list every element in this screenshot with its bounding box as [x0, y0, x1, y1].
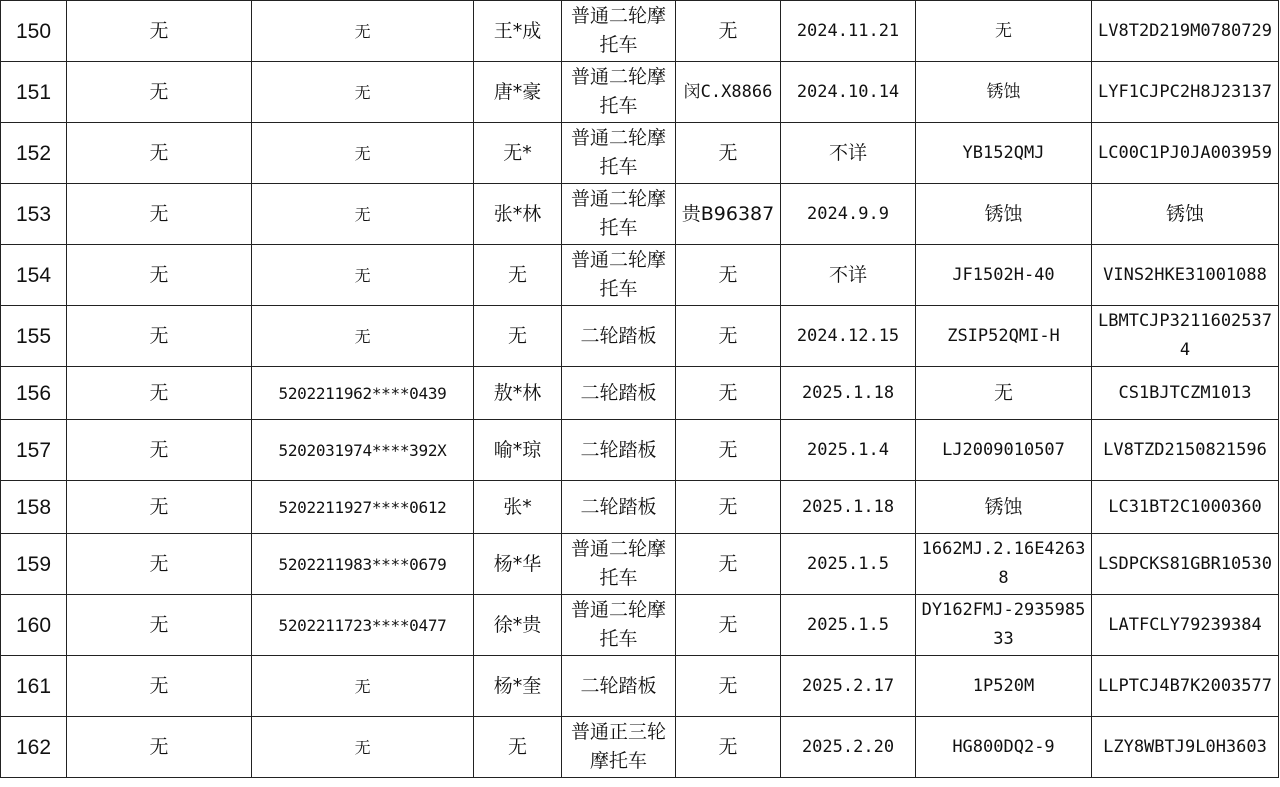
- id-number-cell: 无: [252, 306, 474, 367]
- engine-number-cell: 无: [916, 1, 1092, 62]
- column-2-cell: 无: [67, 595, 252, 656]
- vehicle-type-cell: 普通二轮摩托车: [562, 245, 676, 306]
- engine-number-cell: JF1502H-40: [916, 245, 1092, 306]
- vehicle-type-cell: 普通二轮摩托车: [562, 123, 676, 184]
- column-2-cell: 无: [67, 62, 252, 123]
- vehicle-type-cell: 二轮踏板: [562, 481, 676, 534]
- engine-number-cell: 1P520M: [916, 656, 1092, 717]
- owner-name-cell: 王*成: [474, 1, 562, 62]
- vin-cell: CS1BJTCZM1013: [1092, 367, 1279, 420]
- plate-number-cell: 无: [676, 245, 781, 306]
- id-number-cell: 5202211983****0679: [252, 534, 474, 595]
- vin-cell: LV8T2D219M0780729: [1092, 1, 1279, 62]
- vehicle-type-cell: 普通二轮摩托车: [562, 595, 676, 656]
- vehicle-type-cell: 二轮踏板: [562, 306, 676, 367]
- row-number-cell: 154: [1, 245, 67, 306]
- vehicle-type-cell: 普通二轮摩托车: [562, 184, 676, 245]
- date-cell: 不详: [781, 123, 916, 184]
- date-cell: 2024.9.9: [781, 184, 916, 245]
- id-number-cell: 无: [252, 123, 474, 184]
- engine-number-cell: DY162FMJ-293598533: [916, 595, 1092, 656]
- date-cell: 2025.2.20: [781, 717, 916, 778]
- vin-cell: VINS2HKE31001088: [1092, 245, 1279, 306]
- vin-cell: LC31BT2C1000360: [1092, 481, 1279, 534]
- table-row: [1, 534, 1279, 595]
- vin-cell: LATFCLY79239384: [1092, 595, 1279, 656]
- vehicle-type-cell: 二轮踏板: [562, 656, 676, 717]
- column-2-cell: 无: [67, 123, 252, 184]
- date-cell: 2025.2.17: [781, 656, 916, 717]
- table-row: [1, 656, 1279, 717]
- table-row: [1, 306, 1279, 367]
- owner-name-cell: 敖*林: [474, 367, 562, 420]
- vin-cell: LSDPCKS81GBR10530: [1092, 534, 1279, 595]
- vin-cell: 锈蚀: [1092, 184, 1279, 245]
- table-row: [1, 245, 1279, 306]
- column-2-cell: 无: [67, 420, 252, 481]
- column-2-cell: 无: [67, 481, 252, 534]
- id-number-cell: 5202031974****392X: [252, 420, 474, 481]
- vin-cell: LBMTCJP32116025374: [1092, 306, 1279, 367]
- row-number-cell: 160: [1, 595, 67, 656]
- id-number-cell: 无: [252, 62, 474, 123]
- engine-number-cell: 锈蚀: [916, 62, 1092, 123]
- owner-name-cell: 无*: [474, 123, 562, 184]
- row-number-cell: 151: [1, 62, 67, 123]
- vehicle-type-cell: 普通二轮摩托车: [562, 534, 676, 595]
- row-number-cell: 162: [1, 717, 67, 778]
- plate-number-cell: 贵B96387: [676, 184, 781, 245]
- plate-number-cell: 无: [676, 481, 781, 534]
- plate-number-cell: 无: [676, 656, 781, 717]
- plate-number-cell: 无: [676, 1, 781, 62]
- plate-number-cell: 无: [676, 595, 781, 656]
- row-number-cell: 150: [1, 1, 67, 62]
- plate-number-cell: 无: [676, 367, 781, 420]
- table-row: [1, 62, 1279, 123]
- date-cell: 2025.1.18: [781, 367, 916, 420]
- date-cell: 2025.1.5: [781, 595, 916, 656]
- vin-cell: LYF1CJPC2H8J23137: [1092, 62, 1279, 123]
- column-2-cell: 无: [67, 717, 252, 778]
- date-cell: 2024.12.15: [781, 306, 916, 367]
- row-number-cell: 161: [1, 656, 67, 717]
- date-cell: 2024.11.21: [781, 1, 916, 62]
- plate-number-cell: 无: [676, 420, 781, 481]
- id-number-cell: 无: [252, 1, 474, 62]
- column-2-cell: 无: [67, 306, 252, 367]
- vin-cell: LV8TZD2150821596: [1092, 420, 1279, 481]
- vehicle-type-cell: 二轮踏板: [562, 367, 676, 420]
- table-row: [1, 717, 1279, 778]
- owner-name-cell: 无: [474, 306, 562, 367]
- vehicle-type-cell: 二轮踏板: [562, 420, 676, 481]
- table-row: [1, 595, 1279, 656]
- owner-name-cell: 杨*奎: [474, 656, 562, 717]
- date-cell: 不详: [781, 245, 916, 306]
- table-row: [1, 184, 1279, 245]
- engine-number-cell: HG800DQ2-9: [916, 717, 1092, 778]
- date-cell: 2025.1.4: [781, 420, 916, 481]
- vin-cell: LLPTCJ4B7K2003577: [1092, 656, 1279, 717]
- plate-number-cell: 闵C.X8866: [676, 62, 781, 123]
- table-row: [1, 367, 1279, 420]
- column-2-cell: 无: [67, 656, 252, 717]
- row-number-cell: 152: [1, 123, 67, 184]
- owner-name-cell: 无: [474, 245, 562, 306]
- date-cell: 2025.1.18: [781, 481, 916, 534]
- vehicle-type-cell: 普通二轮摩托车: [562, 62, 676, 123]
- date-cell: 2025.1.5: [781, 534, 916, 595]
- owner-name-cell: 张*: [474, 481, 562, 534]
- engine-number-cell: 锈蚀: [916, 481, 1092, 534]
- id-number-cell: 5202211723****0477: [252, 595, 474, 656]
- vin-cell: LC00C1PJ0JA003959: [1092, 123, 1279, 184]
- plate-number-cell: 无: [676, 717, 781, 778]
- row-number-cell: 158: [1, 481, 67, 534]
- id-number-cell: 无: [252, 245, 474, 306]
- column-2-cell: 无: [67, 534, 252, 595]
- plate-number-cell: 无: [676, 534, 781, 595]
- table-row: [1, 420, 1279, 481]
- owner-name-cell: 杨*华: [474, 534, 562, 595]
- row-number-cell: 159: [1, 534, 67, 595]
- table-row: [1, 123, 1279, 184]
- column-2-cell: 无: [67, 245, 252, 306]
- id-number-cell: 无: [252, 717, 474, 778]
- owner-name-cell: 徐*贵: [474, 595, 562, 656]
- table-row: [1, 481, 1279, 534]
- engine-number-cell: 锈蚀: [916, 184, 1092, 245]
- engine-number-cell: ZSIP52QMI-H: [916, 306, 1092, 367]
- row-number-cell: 155: [1, 306, 67, 367]
- date-cell: 2024.10.14: [781, 62, 916, 123]
- engine-number-cell: 1662MJ.2.16E42638: [916, 534, 1092, 595]
- plate-number-cell: 无: [676, 123, 781, 184]
- owner-name-cell: 喻*琼: [474, 420, 562, 481]
- vehicle-type-cell: 普通正三轮摩托车: [562, 717, 676, 778]
- row-number-cell: 157: [1, 420, 67, 481]
- owner-name-cell: 张*林: [474, 184, 562, 245]
- engine-number-cell: YB152QMJ: [916, 123, 1092, 184]
- id-number-cell: 无: [252, 656, 474, 717]
- vin-cell: LZY8WBTJ9L0H3603: [1092, 717, 1279, 778]
- row-number-cell: 156: [1, 367, 67, 420]
- column-2-cell: 无: [67, 1, 252, 62]
- vehicle-type-cell: 普通二轮摩托车: [562, 1, 676, 62]
- engine-number-cell: LJ2009010507: [916, 420, 1092, 481]
- id-number-cell: 5202211927****0612: [252, 481, 474, 534]
- table-body: [1, 1, 1279, 778]
- plate-number-cell: 无: [676, 306, 781, 367]
- id-number-cell: 5202211962****0439: [252, 367, 474, 420]
- owner-name-cell: 无: [474, 717, 562, 778]
- engine-number-cell: 无: [916, 367, 1092, 420]
- column-2-cell: 无: [67, 184, 252, 245]
- id-number-cell: 无: [252, 184, 474, 245]
- table-row: [1, 1, 1279, 62]
- row-number-cell: 153: [1, 184, 67, 245]
- owner-name-cell: 唐*豪: [474, 62, 562, 123]
- column-2-cell: 无: [67, 367, 252, 420]
